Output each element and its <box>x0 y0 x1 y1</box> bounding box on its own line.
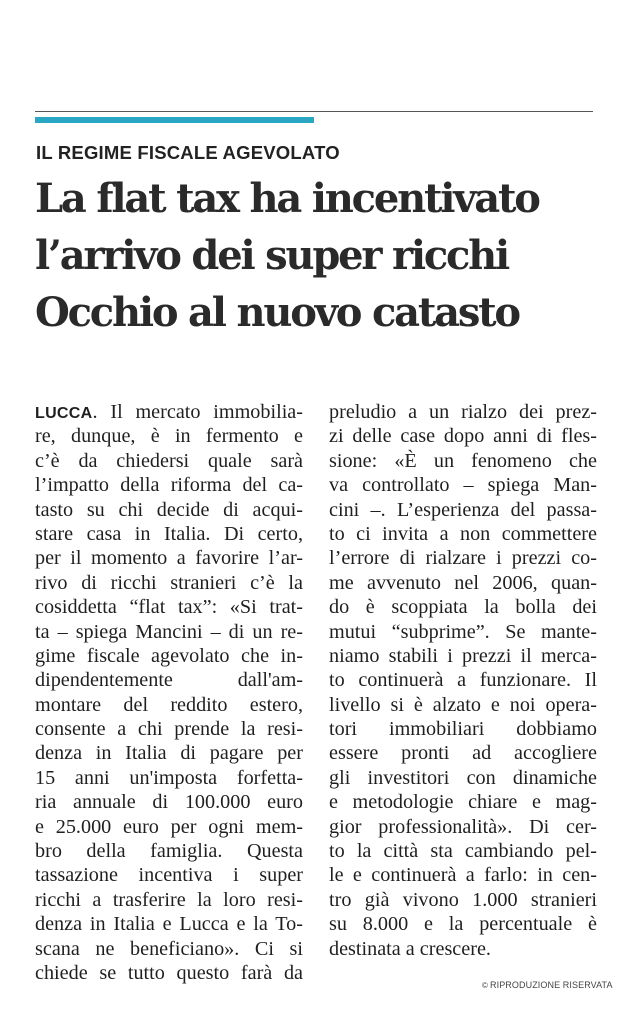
accent-bar <box>35 117 314 123</box>
body-line: re, dunque, è in fermento e <box>35 425 303 448</box>
body-line <box>35 400 303 424</box>
body-line: sione: «È un fenomeno che <box>329 449 597 472</box>
body-line: livello si è alzato e noi opera- <box>329 693 597 716</box>
body-line: cini –. L’esperienza del passa- <box>329 498 597 521</box>
body-line: denza in Italia di pagare per <box>35 742 303 765</box>
body-line: 15 anni un'imposta forfetta- <box>35 766 303 789</box>
body-line: ricchi a trasferire la loro resi- <box>35 888 303 911</box>
body-line: niamo stabili i prezzi il merca- <box>329 644 597 667</box>
body-line: me avvenuto nel 2006, quan- <box>329 571 597 594</box>
body-line: l’impatto della riforma del ca- <box>35 474 303 497</box>
body-line: rivo di ricchi stranieri c’è la <box>35 571 303 594</box>
body-line: do è scoppiata la bolla dei <box>329 596 597 619</box>
copyright-notice <box>482 980 613 990</box>
body-line: essere pronti ad accogliere <box>329 742 597 765</box>
body-line: destinata a crescere. <box>329 937 491 960</box>
headline <box>35 170 615 341</box>
body-column-left <box>35 400 303 985</box>
body-line: tori immobiliari dobbiamo <box>329 718 597 741</box>
dateline: LUCCA <box>35 405 93 422</box>
body-column-right <box>329 400 597 961</box>
body-line: e 25.000 euro per ogni mem- <box>35 815 303 838</box>
body-line: consente a chi prende la resi- <box>35 718 303 741</box>
top-rule <box>35 111 593 112</box>
headline-line: La flat tax ha incentivato <box>35 175 539 222</box>
body-line: per il momento a favorire l’ar- <box>35 547 303 570</box>
body-line: ta – spiega Mancini – di un re- <box>35 620 303 643</box>
body-line: to la città sta cambiando pel- <box>329 840 597 863</box>
body-line: bro della famiglia. Questa <box>35 840 303 863</box>
body-line: montare del reddito estero, <box>35 693 303 716</box>
body-line: l’errore di rialzare i prezzi co- <box>329 547 597 570</box>
body-line: tro già vivono 1.000 stranieri <box>329 888 597 911</box>
body-line: cosiddetta “flat tax”: «Si trat- <box>35 596 303 619</box>
copyright-icon: © <box>482 981 488 990</box>
body-line: le e continuerà a farlo: in cen- <box>329 864 597 887</box>
body-line: va controllato – spiega Man- <box>329 474 597 497</box>
body-line: preludio a un rialzo dei prez- <box>329 401 597 423</box>
body-line: to ci invita a non commettere <box>329 522 597 545</box>
copyright-text: RIPRODUZIONE RISERVATA <box>490 980 613 990</box>
body-line: tasto su chi decide di acqui- <box>35 498 303 521</box>
kicker: IL REGIME FISCALE AGEVOLATO <box>36 142 340 163</box>
headline-line: Occhio al nuovo catasto <box>35 289 519 336</box>
body-line: gior professionalità». Di cer- <box>329 815 597 838</box>
body-line: zi delle case dopo anni di fles- <box>329 425 597 448</box>
body-line: gli investitori con dinamiche <box>329 766 597 789</box>
body-line: scana ne beneficiano». Ci si <box>35 937 303 960</box>
body-line: mutui “subprime”. Se mante- <box>329 620 597 643</box>
body-line: stare casa in Italia. Di certo, <box>35 522 303 545</box>
body-line: ria annuale di 100.000 euro <box>35 791 303 814</box>
body-line: to continuerà a funzionare. Il <box>329 669 597 692</box>
body-line-text: . Il mercato immobilia- <box>92 401 303 423</box>
body-line: dipendentemente dall'am- <box>35 669 303 692</box>
body-line: denza in Italia e Lucca e la To- <box>35 913 303 936</box>
body-line: su 8.000 e la percentuale è <box>329 913 597 936</box>
body-line: e metodologie chiare e mag- <box>329 791 597 814</box>
headline-line: l’arrivo dei super ricchi <box>35 232 509 279</box>
body-line: gime fiscale agevolato che in- <box>35 644 303 667</box>
body-line: chiede se tutto questo farà da <box>35 961 303 984</box>
body-line: c’è da chiedersi quale sarà <box>35 449 303 472</box>
body-line: tassazione incentiva i super <box>35 864 303 887</box>
